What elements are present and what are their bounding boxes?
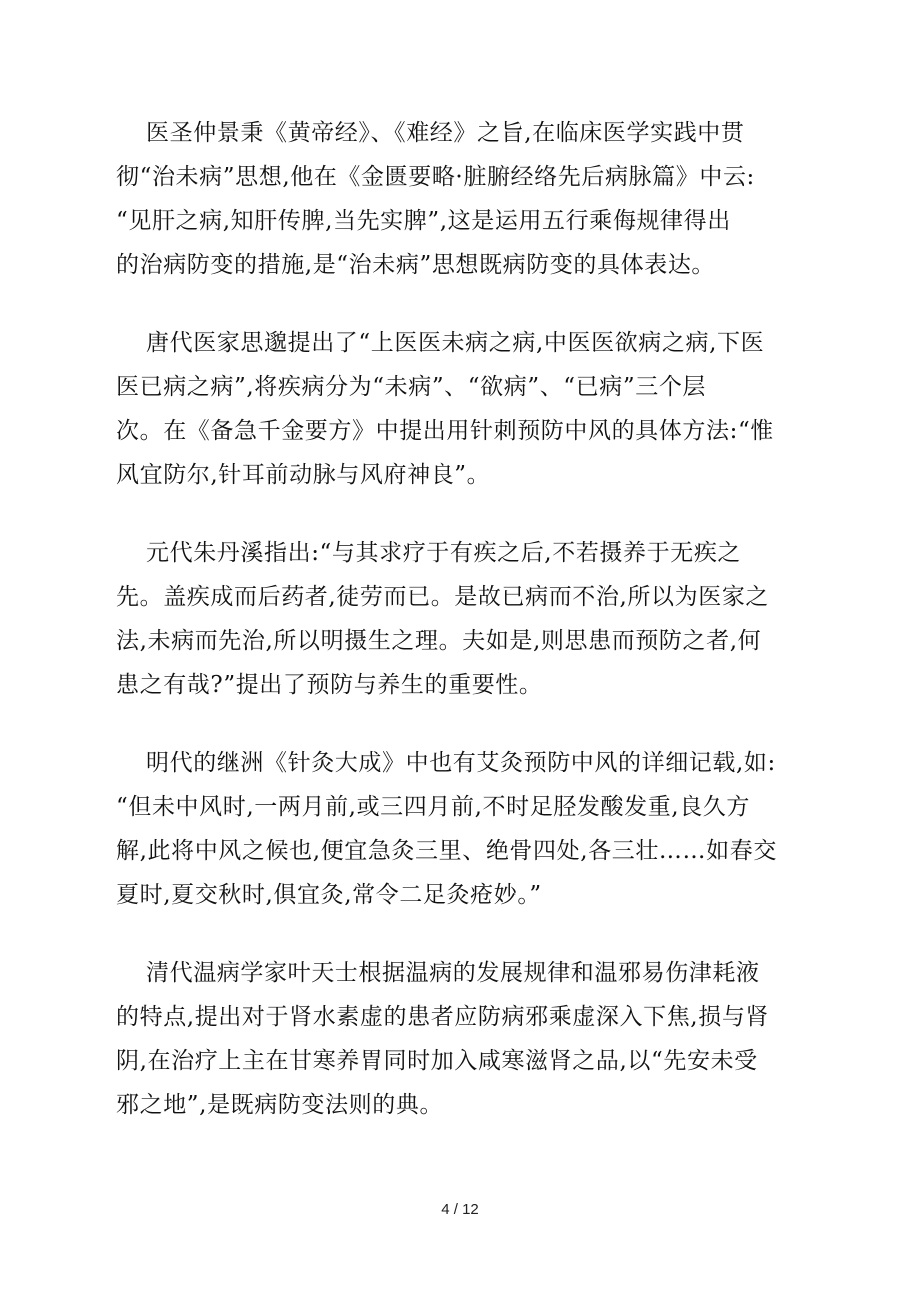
text-line: 明代的继洲《针灸大成》中也有艾灸预防中风的详细记载,如: (146, 750, 776, 776)
text-line: “见肝之病,知肝传脾,当先实脾”,这是运用五行乘侮规律得出 (116, 208, 731, 234)
text-line: 次。在《备急千金要方》中提出用针刺预防中风的具体方法:“惟 (116, 418, 774, 444)
paragraph-zhu-danxi (116, 531, 806, 707)
text-line: 彻“治未病”思想,他在《金匮要略·脏腑经络先后病脉篇》中云: (116, 164, 755, 190)
text-line: 先。盖疾成而后药者,徒劳而已。是故已病而不治,所以为医家之 (116, 584, 770, 610)
text-line: 法,未病而先治,所以明摄生之理。夫如是,则思患而预防之者,何 (116, 628, 762, 654)
text-line: 医圣仲景秉《黄帝经》、《难经》之旨,在临床医学实践中贯 (146, 120, 745, 146)
paragraph-sun-simiao (116, 321, 806, 497)
text-line: 的特点,提出对于肾水素虚的患者应防病邪乘虚深入下焦,损与肾 (116, 1004, 770, 1030)
paragraph-ye-tianshi (116, 951, 806, 1127)
text-line: 阴,在治疗上主在甘寒养胃同时加入咸寒滋肾之品,以“先安未受 (116, 1048, 758, 1074)
paragraph-yang-jizhou (116, 741, 806, 917)
text-line: 清代温病学家叶天士根据温病的发展规律和温邪易伤津耗液 (146, 960, 760, 986)
text-line: 患之有哉?”提出了预防与养生的重要性。 (116, 672, 543, 698)
text-line: 医已病之病”,将疾病分为“未病”、“欲病”、“已病”三个层 (116, 374, 707, 400)
page-number: 4 / 12 (441, 1201, 479, 1218)
text-line: 邪之地”,是既病防变法则的典。 (116, 1092, 444, 1118)
text-line: 元代朱丹溪指出:“与其求疗于有疾之后,不若摄养于无疾之 (146, 540, 742, 566)
text-line: “但未中风时,一两月前,或三四月前,不时足胫发酸发重,良久方 (116, 794, 751, 820)
text-line: 唐代医家思邈提出了“上医医未病之病,中医医欲病之病,下医 (146, 330, 765, 356)
paragraph-zhang-zhongjing (116, 111, 806, 287)
text-line: 的治病防变的措施,是“治未病”思想既病防变的具体表达。 (116, 252, 716, 278)
text-line: 风宜防尔,针耳前动脉与风府神良”。 (116, 462, 491, 488)
text-line: 解,此将中风之候也,便宜急灸三里、绝骨四处,各三壮……如春交 (116, 838, 777, 864)
text-line: 夏时,夏交秋时,俱宜灸,常令二足灸疮妙。” (116, 882, 542, 908)
